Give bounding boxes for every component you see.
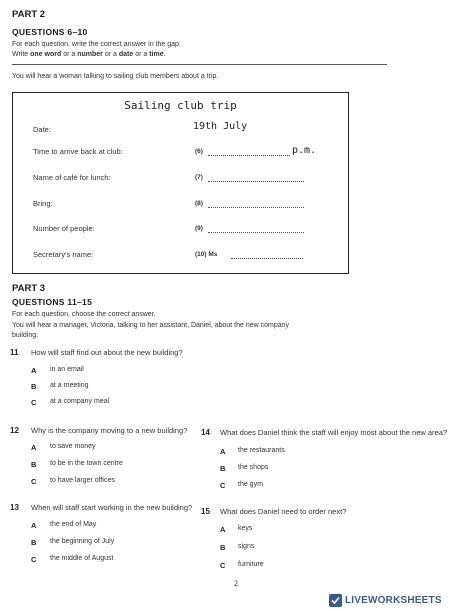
form-row-label: Bring: [33,199,53,208]
answer-9-field[interactable] [208,226,304,233]
part3-intro-line-1: You will hear a manager, Victoria, talking to her assistant, Daniel, about the new company [12,322,290,329]
question-number: 12 [10,426,19,435]
option-letter[interactable]: B [31,538,37,547]
form-row-number: (8) [195,200,203,207]
option-text[interactable]: the gym [238,481,263,488]
option-text[interactable]: the shops [238,464,269,471]
option-letter[interactable]: B [220,464,226,473]
part3-heading: PART 3 [12,283,46,294]
question-number: 11 [10,348,19,357]
option-letter[interactable]: A [31,521,37,530]
page-number: 2 [234,579,238,588]
part3-intro-line-2: building. [12,332,39,339]
question-text: Why is the company moving to a new building? [31,426,188,435]
option-text[interactable]: the beginning of July [50,538,115,545]
divider [12,64,387,65]
answer-10-field[interactable] [231,252,303,259]
liveworksheets-logo-icon [329,594,342,607]
option-letter[interactable]: A [220,447,226,456]
option-text[interactable]: signs [238,543,255,550]
form-row-label: Name of café for lunch: [33,173,111,182]
question-number: 15 [201,507,210,516]
option-letter[interactable]: B [31,460,37,469]
question-text: What does Daniel think the staff will enjoy most about the new area? [220,428,448,437]
option-text[interactable]: to have larger offices [50,477,115,484]
part2-instruction-1: For each question, write the correct answer in the gap. [12,41,181,48]
option-text[interactable]: in an email [50,366,84,373]
option-text[interactable]: the restaurants [238,447,285,454]
question-number: 13 [10,503,19,512]
option-letter[interactable]: A [220,525,226,534]
option-letter[interactable]: B [31,382,37,391]
form-row-number: (7) [195,174,203,181]
answer-6-field[interactable] [208,149,290,156]
option-letter[interactable]: C [31,555,37,564]
question-text: How will staff find out about the new building? [31,348,183,357]
form-row-suffix: p.m. [292,145,317,156]
form-title: Sailing club trip [124,99,237,112]
question-text: When will staff start working in the new building? [31,503,193,512]
option-text[interactable]: the middle of August [50,555,114,562]
option-text[interactable]: to be in the town centre [50,460,123,467]
option-letter[interactable]: C [31,398,37,407]
option-text[interactable]: furniture [238,561,264,568]
part2-questions-heading: QUESTIONS 6–10 [12,27,88,37]
date-label: Date: [33,125,51,134]
question-text: What does Daniel need to order next? [220,507,347,516]
answer-8-field[interactable] [208,201,304,208]
liveworksheets-logo [329,593,442,607]
option-text[interactable]: at a meeting [50,382,89,389]
answer-7-field[interactable] [208,175,304,182]
form-row-label: Secretary's name: [33,250,94,259]
date-value: 19th July [193,121,248,132]
part2-heading: PART 2 [12,9,46,20]
part2-instruction-2: Write one word or a number or a date or a time. [12,51,166,58]
form-row-number: (9) [195,225,203,232]
part2-intro: You will hear a woman talking to sailing club members about a trip. [12,73,219,80]
part3-instruction: For each question, choose the correct answer. [12,311,156,318]
form-row-number: (10) Ms [195,251,218,258]
option-letter[interactable]: C [31,477,37,486]
option-letter[interactable]: A [31,443,37,452]
option-letter[interactable]: C [220,481,226,490]
option-letter[interactable]: B [220,543,226,552]
option-text[interactable]: at a company meal [50,398,110,405]
option-text[interactable]: to save money [50,443,96,450]
option-text[interactable]: the end of May [50,521,97,528]
part3-questions-heading: QUESTIONS 11–15 [12,297,93,307]
sailing-trip-form [12,92,349,274]
form-row-number: (6) [195,148,203,155]
form-row-label: Number of people: [33,224,95,233]
option-text[interactable]: keys [238,525,253,532]
watermark-text: LIVEWORKSHEETS [345,594,442,606]
option-letter[interactable]: A [31,366,37,375]
question-number: 14 [201,428,210,437]
form-row-label: Time to arrive back at club: [33,147,123,156]
option-letter[interactable]: C [220,561,226,570]
